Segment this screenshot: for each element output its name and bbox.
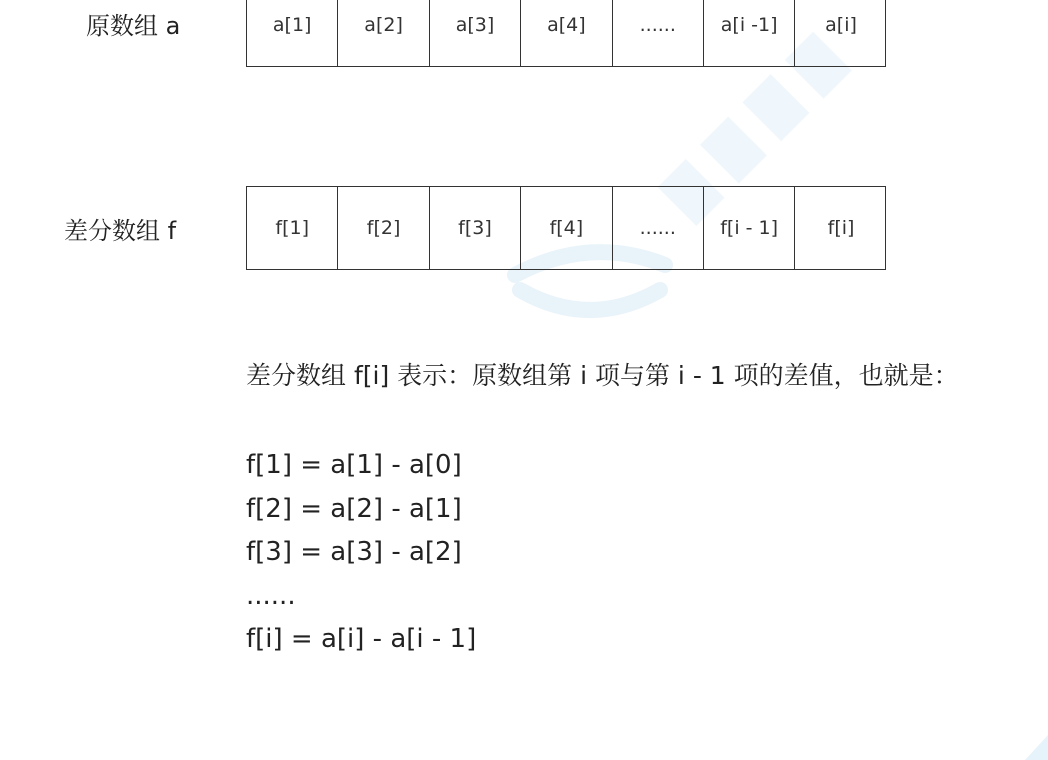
formula-line-3: f[3] = a[3] - a[2] — [246, 537, 462, 567]
original-array — [246, 0, 886, 67]
description-text: 差分数组 f[i] 表示：原数组第 i 项与第 i - 1 项的差值，也就是： — [246, 361, 959, 390]
array-cell-f-i-minus-1: f[i - 1] — [704, 187, 795, 269]
diff-array-label: 差分数组 f — [64, 217, 177, 245]
array-cell-f-ellipsis: ...... — [613, 187, 704, 269]
watermark-corner — [1025, 735, 1048, 760]
watermark-glyph-3 — [742, 74, 809, 141]
formula-line-2: f[2] = a[2] - a[1] — [246, 493, 462, 524]
array-cell-f4: f[4] — [521, 187, 612, 269]
original-array-label: 原数组 a — [86, 12, 181, 40]
array-cell-a4: a[4] — [521, 0, 612, 66]
array-cell-a-i: a[i] — [825, 14, 857, 36]
array-cell-f2: f[2] — [338, 187, 429, 269]
array-cell-a-i-minus-1: a[i -1] — [704, 0, 795, 66]
formula-line-ellipsis: ...... — [246, 580, 296, 611]
array-cell-a3: a[3] — [430, 0, 521, 66]
array-cell-f-i: f[i] — [827, 217, 855, 239]
array-cell-a2: a[2] — [338, 0, 429, 66]
array-cell-f1: f[1] — [247, 187, 338, 269]
array-cell-a-ellipsis: ...... — [613, 0, 704, 66]
formula-line-1: f[1] = a[1] - a[0] — [246, 450, 462, 480]
array-cell-f3: f[3] — [430, 187, 521, 269]
formula-line-i: f[i] = a[i] - a[i - 1] — [246, 624, 477, 654]
watermark-swoosh-bottom — [520, 290, 660, 310]
array-cell-a1: a[1] — [247, 0, 338, 66]
watermark-glyph-2 — [700, 116, 767, 183]
formula-list — [246, 444, 476, 662]
diff-array — [246, 186, 886, 270]
